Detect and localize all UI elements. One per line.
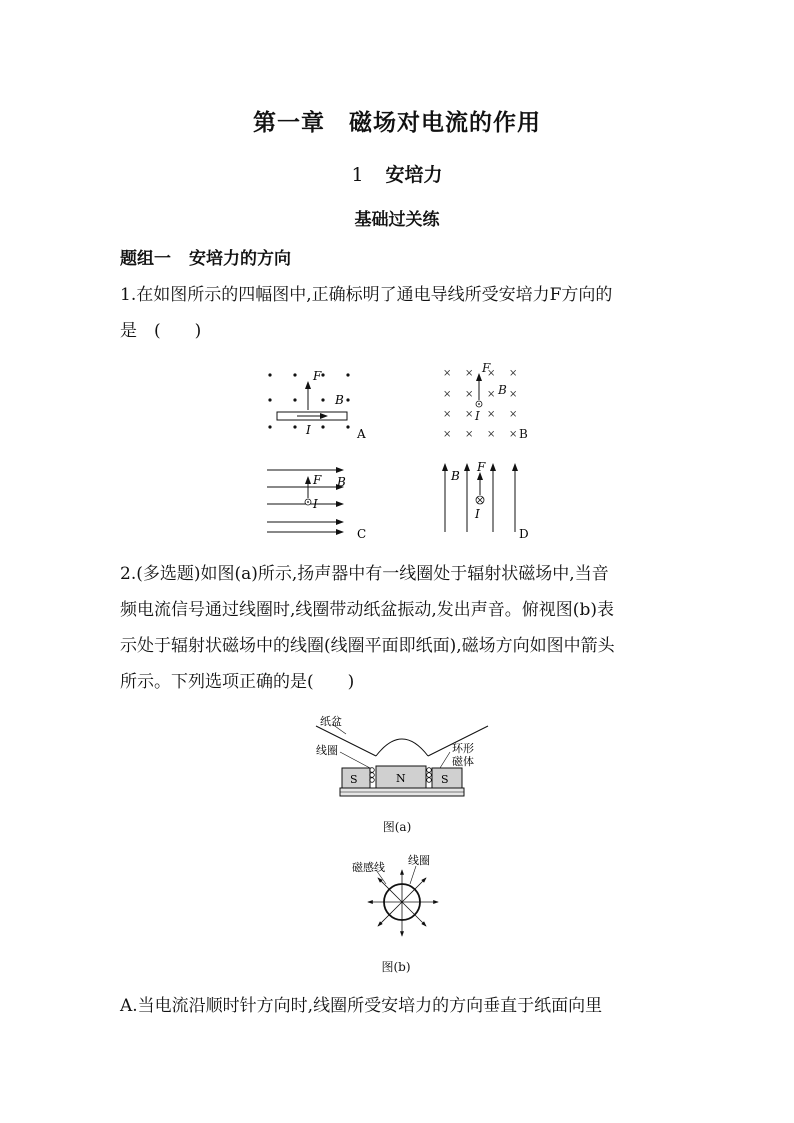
svg-text:×: × <box>509 368 518 379</box>
option-a: A.当电流沿顺时针方向时,线圈所受安培力的方向垂直于纸面向里 <box>120 996 603 1016</box>
fig-b-field-line-label: 磁感线 <box>352 861 385 874</box>
svg-text:×: × <box>443 409 452 420</box>
panel-a-current-label: I <box>306 423 311 437</box>
panel-d-force-label: F <box>477 460 486 474</box>
fig-a-magnet-label-1: 环形 <box>452 742 474 755</box>
fig-a-coil-label: 线圈 <box>316 744 338 757</box>
svg-text:×: × <box>465 409 474 420</box>
svg-text:×: × <box>509 389 518 400</box>
practice-title: 基础过关练 <box>354 210 440 230</box>
svg-text:×: × <box>465 429 474 440</box>
panel-d-current-label: I <box>475 507 480 521</box>
svg-text:×: × <box>509 409 518 420</box>
section-title <box>0 160 794 187</box>
panel-c-letter: C <box>357 527 367 541</box>
fig-a-s-right: S <box>441 773 449 786</box>
panel-d <box>445 460 529 541</box>
panel-d-letter: D <box>519 527 529 541</box>
figure-a-speaker <box>312 712 492 804</box>
svg-text:×: × <box>487 409 496 420</box>
panel-c-field-label: B <box>337 475 346 489</box>
fig-a-n: N <box>396 772 406 785</box>
panel-a <box>268 369 366 441</box>
fig-b-coil-label: 线圈 <box>408 854 430 867</box>
svg-text:×: × <box>487 368 496 379</box>
question-1-figure <box>255 360 545 545</box>
group-label: 题组一 <box>120 249 171 269</box>
question-2-text <box>120 556 680 700</box>
question-2-line-2: 频电流信号通过线圈时,线圈带动纸盆振动,发出声音。俯视图(b)表 <box>120 600 614 620</box>
section-name: 安培力 <box>385 164 443 186</box>
panel-c-force-label: F <box>313 473 322 487</box>
figure-b-caption: 图(b) <box>381 960 411 974</box>
question-2-line-3: 示处于辐射状磁场中的线圈(线圈平面即纸面),磁场方向如图中箭头 <box>120 636 615 656</box>
fig-a-cone-label: 纸盆 <box>320 715 342 728</box>
svg-text:×: × <box>443 389 452 400</box>
svg-text:×: × <box>443 429 452 440</box>
svg-text:×: × <box>487 429 496 440</box>
group-title: 安培力的方向 <box>189 249 291 269</box>
panel-b-force-label: F <box>482 361 491 375</box>
panel-d-field-label: B <box>451 469 460 483</box>
panel-c <box>267 470 366 541</box>
question-1-text <box>120 277 680 349</box>
panel-c-current-label: I <box>313 497 318 511</box>
svg-text:×: × <box>465 389 474 400</box>
panel-b <box>443 361 528 441</box>
chapter-title: 第一章 磁场对电流的作用 <box>253 110 541 136</box>
panel-b-letter: B <box>519 427 528 441</box>
question-1-line-2: 是 ( ) <box>120 321 202 341</box>
figure-a-caption: 图(a) <box>382 820 412 834</box>
svg-text:×: × <box>443 368 452 379</box>
question-1-line-1: 1.在如图所示的四幅图中,正确标明了通电导线所受安培力F方向的 <box>120 285 613 305</box>
group-heading <box>120 244 291 269</box>
svg-text:×: × <box>509 429 518 440</box>
panel-a-letter: A <box>357 427 366 441</box>
fig-a-magnet-label-2: 磁体 <box>452 755 474 768</box>
section-number: 1 <box>351 164 364 186</box>
svg-text:×: × <box>487 389 496 400</box>
figure-b-radial-field <box>346 850 456 942</box>
panel-b-current-label: I <box>475 409 480 423</box>
panel-b-field-label: B <box>498 383 507 397</box>
panel-a-force-label: F <box>313 369 322 383</box>
question-2-line-1: 2.(多选题)如图(a)所示,扬声器中有一线圈处于辐射状磁场中,当音 <box>120 564 609 584</box>
panel-a-field-label: B <box>335 393 344 407</box>
question-2-line-4: 所示。下列选项正确的是( ) <box>120 672 355 692</box>
fig-a-s-left: S <box>350 773 358 786</box>
svg-text:×: × <box>465 368 474 379</box>
